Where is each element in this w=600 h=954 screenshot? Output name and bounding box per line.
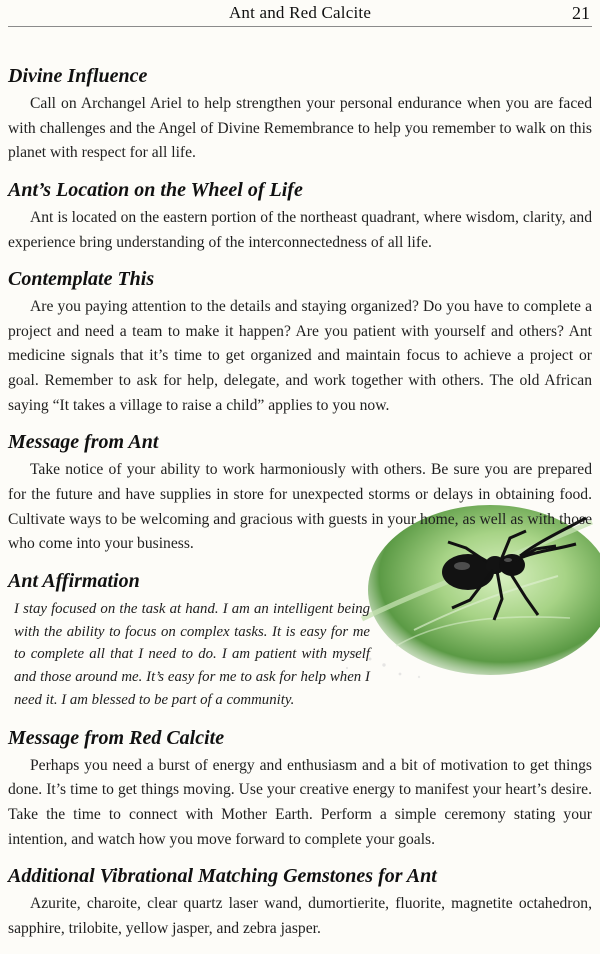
section-contemplate: [8, 267, 592, 418]
section-message-red-calcite: [8, 726, 592, 853]
section-affirmation: [8, 569, 592, 714]
page-content: [8, 64, 592, 954]
section-heading: Additional Vibrational Matching Gemstones for Ant: [8, 865, 437, 888]
section-paragraph: Take notice of your ability to work harmoniously with others. Be sure you are prepared for the future and have supplies in store for unexpected storms or delays in obtaining food. Cultivate ways to be welcoming and gracious with guests in your home, as well as with those who come into your business.: [8, 461, 592, 553]
section-paragraph: Are you paying attention to the details and staying organized? Do you have to complete a project and need a team to make it happen? Are you patient with yourself and others? Ant medicine signals that it’s time to get organized and maintain focus to achieve a project or goal. Remember to ask for help, delegate, and work together with others. The old African saying “It takes a village to raise a child” applies to you now.: [8, 298, 592, 414]
header-divider: [8, 26, 592, 27]
section-heading: Contemplate This: [8, 268, 155, 291]
section-message-ant: [8, 430, 592, 557]
section-paragraph: Azurite, charoite, clear quartz laser wand, dumortierite, fluorite, magnetite octahedron, sapphire, trilobite, yellow jasper, and zebra jasper.: [8, 895, 592, 937]
section-paragraph: Ant is located on the eastern portion of the northeast quadrant, where wisdom, clarity, and experience bring understanding of the interconnectedness of all life.: [8, 208, 592, 251]
running-title: Ant and Red Calcite: [228, 3, 372, 22]
section-heading: Divine Influence: [8, 65, 148, 87]
section-heading: Ant’s Location on the Wheel of Life: [8, 178, 303, 201]
section-heading: Ant Affirmation: [8, 569, 140, 592]
page-number: 21: [572, 3, 590, 23]
section-heading: Message from Red Calcite: [8, 726, 225, 749]
section-location: [8, 178, 592, 255]
section-divine-influence: [8, 64, 592, 166]
section-additional-gemstones: [8, 864, 592, 941]
section-heading: Message from Ant: [8, 431, 159, 454]
section-paragraph: Call on Archangel Ariel to help strengthen your personal endurance when you are faced with challenges and the Angel of Divine Remembrance to help you remember to walk on this planet with respect for all life.: [8, 95, 592, 162]
section-paragraph: Perhaps you need a burst of energy and enthusiasm and a bit of motivation to get things done. It’s time to get things moving. Use your creative energy to manifest your heart’s desire. Take the time to connect with Mother Earth. Perform a simple ceremony stating your intention, and watch how you move forward to complete your goals.: [8, 756, 592, 848]
affirmation-text: I stay focused on the task at hand. I am an intelligent being with the ability to focus on complex tasks. It is easy for me to complete all that I need to do. I am patient with myself and those around me. It’s easy for me to ask for help when I need it. I am blessed to be part of a community.: [14, 600, 370, 708]
running-header: [0, 0, 600, 34]
